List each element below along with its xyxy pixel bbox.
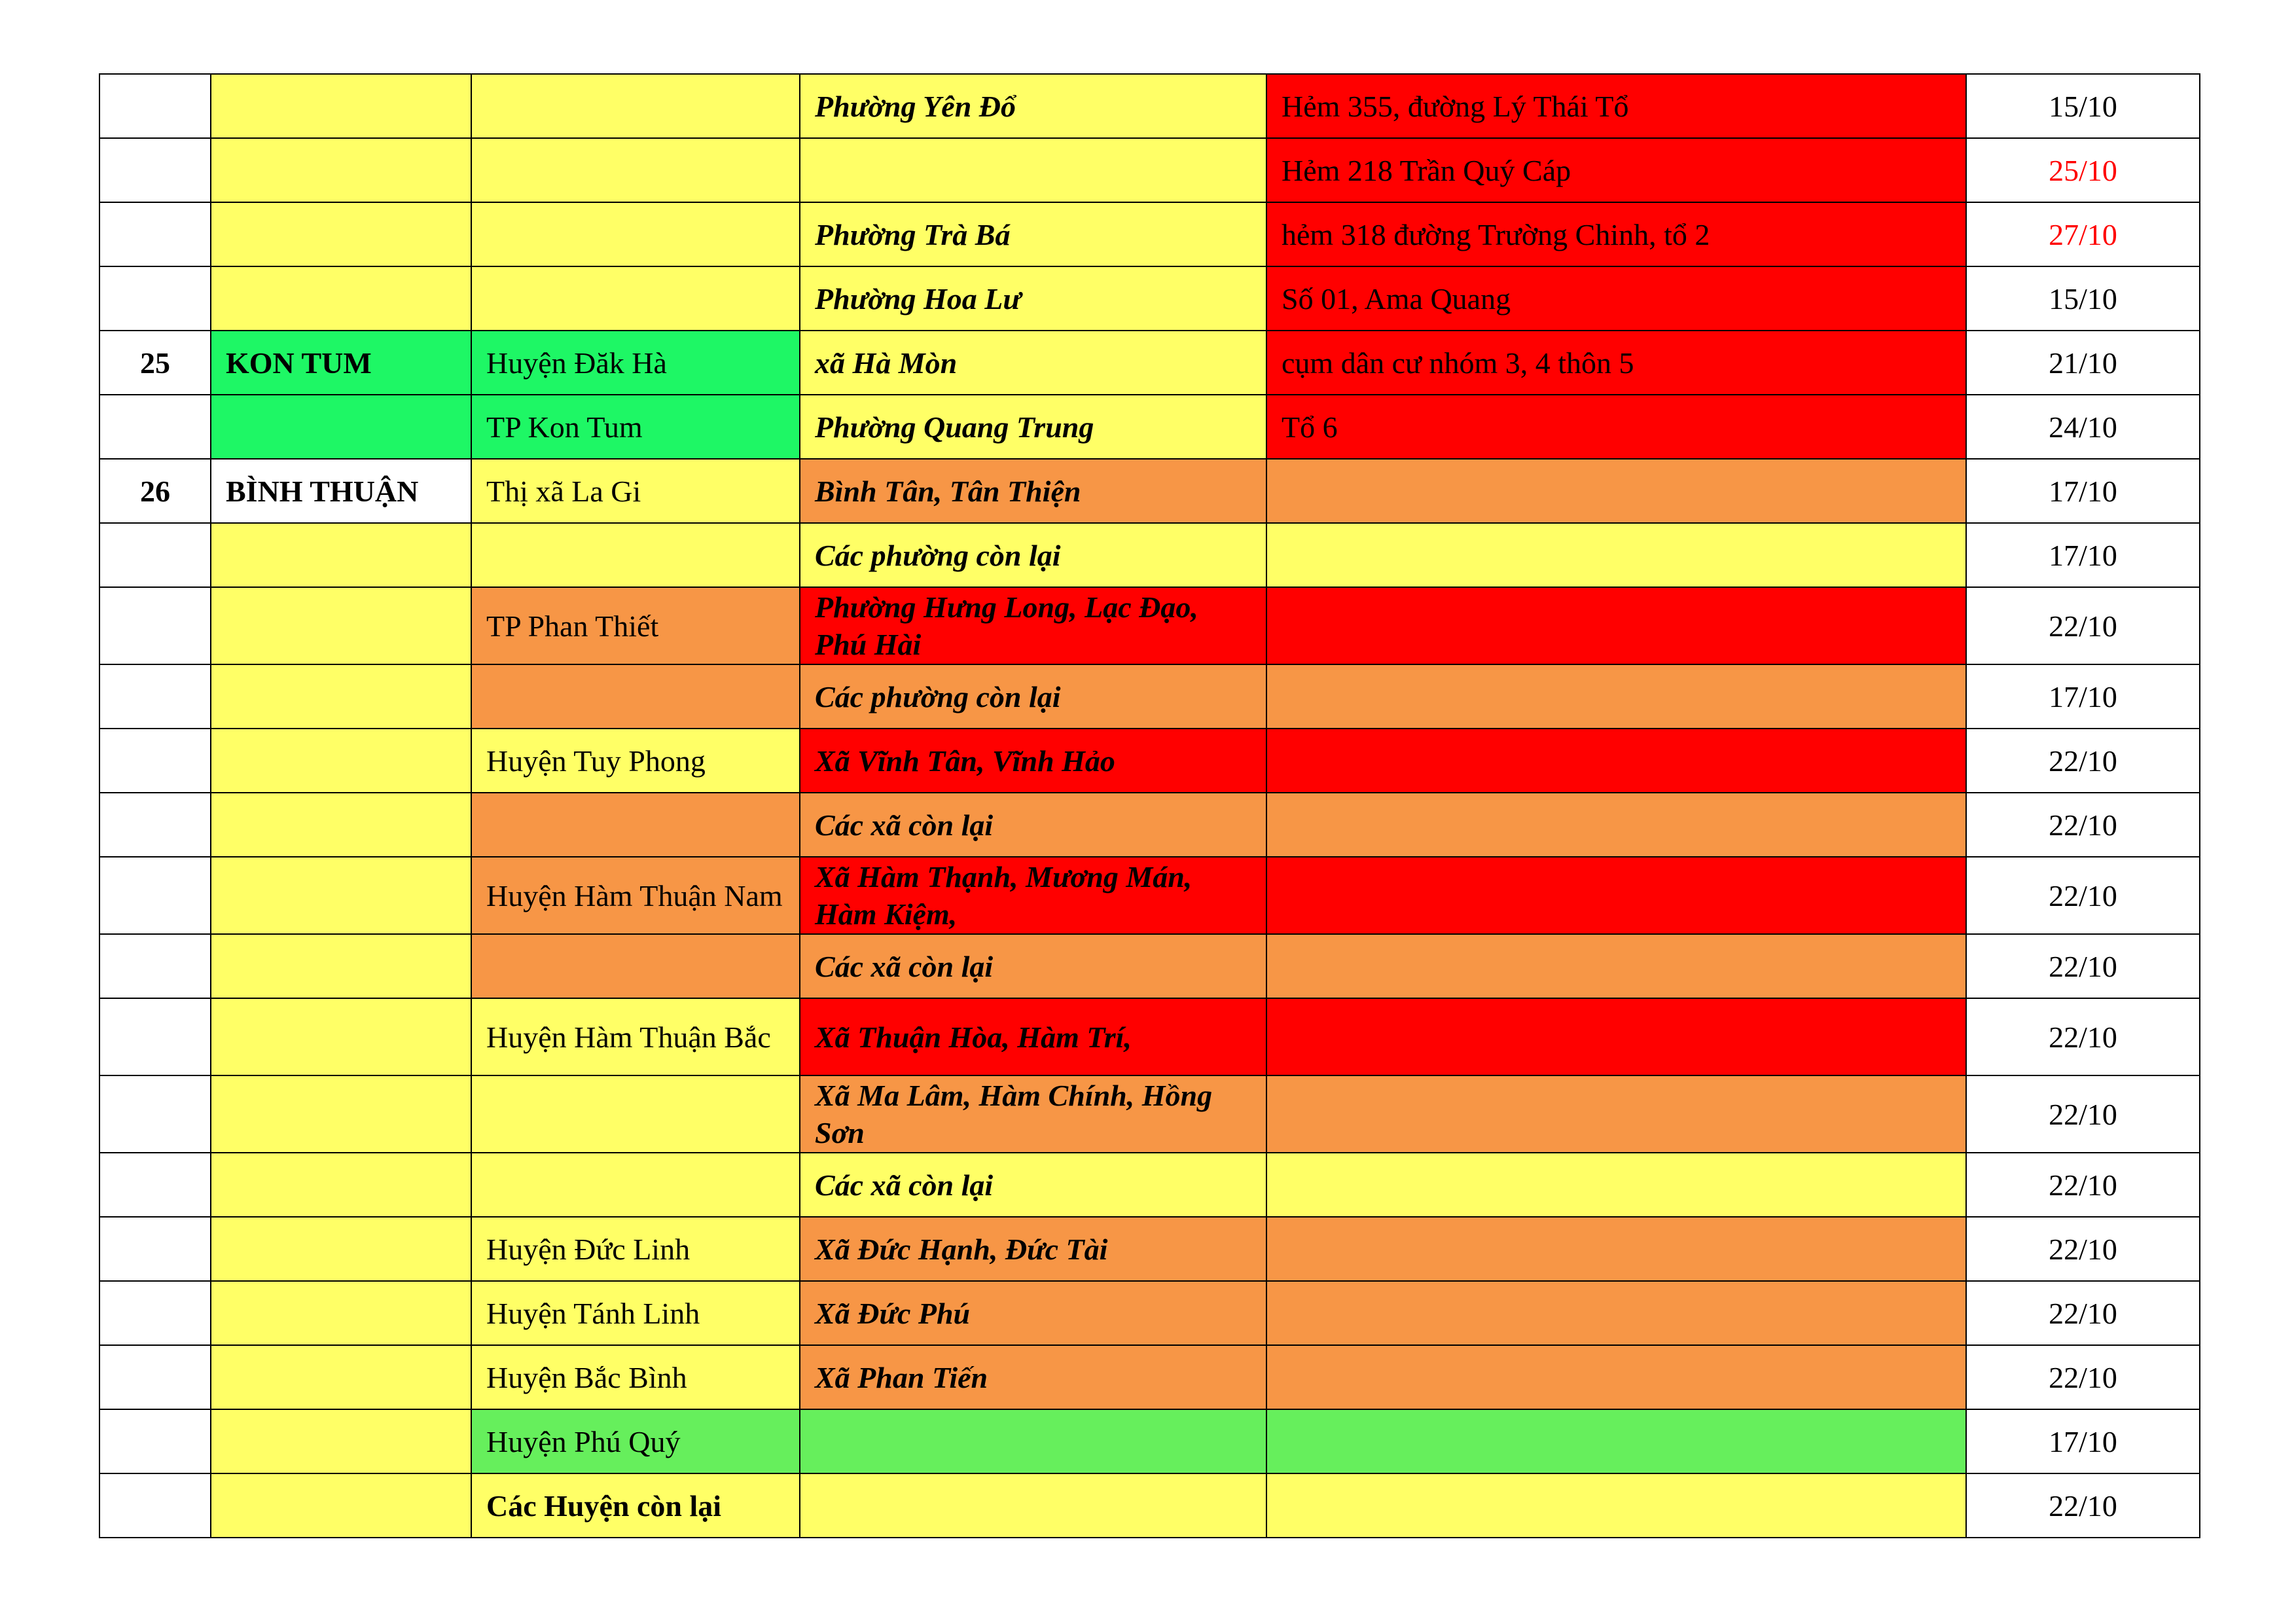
ward-cell: Xã Thuận Hòa, Hàm Trí, [800,998,1266,1075]
province-cell [211,1473,471,1538]
table-row [99,998,2200,1075]
table-row [99,1409,2200,1473]
table-row [99,587,2200,664]
province-cell [211,1345,471,1409]
location-cell: Hẻm 355, đường Lý Thái Tổ [1266,74,1966,138]
ward-cell [800,138,1266,202]
stt-cell [99,664,211,729]
province-cell [211,998,471,1075]
location-cell [1266,1153,1966,1217]
province-cell [211,1409,471,1473]
province-cell [211,587,471,664]
date-cell: 22/10 [1966,1281,2200,1345]
table-row [99,74,2200,138]
ward-cell: Xã Phan Tiến [800,1345,1266,1409]
location-cell [1266,1473,1966,1538]
table-row [99,202,2200,266]
stt-cell [99,523,211,587]
location-cell [1266,729,1966,793]
table-row [99,664,2200,729]
table-row [99,1473,2200,1538]
table-row [99,1345,2200,1409]
province-cell [211,523,471,587]
table-row [99,138,2200,202]
table-row [99,934,2200,998]
date-cell: 17/10 [1966,459,2200,523]
province-cell [211,74,471,138]
table-row [99,395,2200,459]
stt-cell: 26 [99,459,211,523]
district-cell [471,138,800,202]
ward-cell: Xã Hàm Thạnh, Mương Mán, Hàm Kiệm, [800,857,1266,934]
location-cell [1266,664,1966,729]
table-row [99,1217,2200,1281]
stt-cell [99,202,211,266]
ward-cell [800,1473,1266,1538]
ward-cell: xã Hà Mòn [800,331,1266,395]
location-cell [1266,1075,1966,1153]
district-cell: Huyện Đăk Hà [471,331,800,395]
location-cell [1266,857,1966,934]
date-cell: 22/10 [1966,793,2200,857]
province-cell [211,664,471,729]
date-cell: 21/10 [1966,331,2200,395]
province-cell [211,857,471,934]
district-cell: Huyện Tuy Phong [471,729,800,793]
district-cell: Huyện Tánh Linh [471,1281,800,1345]
date-cell: 17/10 [1966,1409,2200,1473]
location-cell: Hẻm 218 Trần Quý Cáp [1266,138,1966,202]
location-cell [1266,1217,1966,1281]
location-cell [1266,1345,1966,1409]
ward-cell: Phường Trà Bá [800,202,1266,266]
stt-cell [99,1409,211,1473]
ward-cell: Xã Vĩnh Tân, Vĩnh Hảo [800,729,1266,793]
date-cell: 22/10 [1966,1473,2200,1538]
district-cell: Huyện Hàm Thuận Bắc [471,998,800,1075]
district-cell [471,523,800,587]
stt-cell [99,857,211,934]
province-cell [211,1281,471,1345]
ward-cell: Phường Yên Đổ [800,74,1266,138]
stt-cell [99,1473,211,1538]
ward-cell: Bình Tân, Tân Thiện [800,459,1266,523]
date-cell: 22/10 [1966,934,2200,998]
district-cell: Huyện Bắc Bình [471,1345,800,1409]
table-row [99,266,2200,331]
date-cell: 24/10 [1966,395,2200,459]
date-cell: 17/10 [1966,523,2200,587]
ward-cell: Các xã còn lại [800,793,1266,857]
stt-cell [99,587,211,664]
ward-cell: Phường Hưng Long, Lạc Đạo, Phú Hài [800,587,1266,664]
location-cell [1266,587,1966,664]
district-cell [471,793,800,857]
table-row [99,459,2200,523]
district-cell [471,202,800,266]
province-cell [211,395,471,459]
district-cell: Huyện Phú Quý [471,1409,800,1473]
stt-cell [99,1345,211,1409]
location-cell: Tổ 6 [1266,395,1966,459]
date-cell: 22/10 [1966,998,2200,1075]
province-cell [211,202,471,266]
ward-cell: Các phường còn lại [800,664,1266,729]
date-cell: 22/10 [1966,729,2200,793]
date-cell: 15/10 [1966,74,2200,138]
province-cell [211,793,471,857]
ward-cell: Xã Đức Hạnh, Đức Tài [800,1217,1266,1281]
date-cell: 22/10 [1966,587,2200,664]
date-cell: 25/10 [1966,138,2200,202]
stt-cell [99,1217,211,1281]
location-cell [1266,934,1966,998]
date-cell: 22/10 [1966,1345,2200,1409]
location-cell: hẻm 318 đường Trường Chinh, tổ 2 [1266,202,1966,266]
date-cell: 22/10 [1966,1153,2200,1217]
district-cell: Huyện Hàm Thuận Nam [471,857,800,934]
stt-cell [99,74,211,138]
stt-cell [99,729,211,793]
location-cell [1266,793,1966,857]
table-row [99,523,2200,587]
district-cell: Các Huyện còn lại [471,1473,800,1538]
location-cell: cụm dân cư nhóm 3, 4 thôn 5 [1266,331,1966,395]
stt-cell [99,1281,211,1345]
ward-cell: Các phường còn lại [800,523,1266,587]
province-cell [211,138,471,202]
district-cell [471,74,800,138]
district-cell: Huyện Đức Linh [471,1217,800,1281]
date-cell: 22/10 [1966,857,2200,934]
district-cell: Thị xã La Gi [471,459,800,523]
location-cell [1266,1281,1966,1345]
province-cell [211,934,471,998]
province-cell [211,1217,471,1281]
table-row [99,1153,2200,1217]
stt-cell: 25 [99,331,211,395]
district-cell: TP Kon Tum [471,395,800,459]
province-cell [211,1075,471,1153]
district-cell [471,664,800,729]
stt-cell [99,395,211,459]
table-row [99,331,2200,395]
stt-cell [99,1153,211,1217]
province-cell: KON TUM [211,331,471,395]
ward-cell [800,1409,1266,1473]
district-cell [471,266,800,331]
date-cell: 17/10 [1966,664,2200,729]
location-cell [1266,459,1966,523]
location-cell [1266,523,1966,587]
table-row [99,1075,2200,1153]
ward-cell: Các xã còn lại [800,1153,1266,1217]
table-row [99,857,2200,934]
ward-cell: Phường Hoa Lư [800,266,1266,331]
ward-cell: Các xã còn lại [800,934,1266,998]
province-cell: BÌNH THUẬN [211,459,471,523]
stt-cell [99,138,211,202]
ward-cell: Xã Đức Phú [800,1281,1266,1345]
province-cell [211,266,471,331]
date-cell: 27/10 [1966,202,2200,266]
district-cell [471,1153,800,1217]
location-cell [1266,998,1966,1075]
district-cell [471,1075,800,1153]
district-cell: TP Phan Thiết [471,587,800,664]
stt-cell [99,266,211,331]
ward-cell: Xã Ma Lâm, Hàm Chính, Hồng Sơn [800,1075,1266,1153]
date-cell: 22/10 [1966,1075,2200,1153]
stt-cell [99,793,211,857]
district-cell [471,934,800,998]
stt-cell [99,1075,211,1153]
ward-cell: Phường Quang Trung [800,395,1266,459]
stt-cell [99,998,211,1075]
province-cell [211,1153,471,1217]
table-row [99,1281,2200,1345]
stt-cell [99,934,211,998]
table-row [99,793,2200,857]
date-cell: 15/10 [1966,266,2200,331]
date-cell: 22/10 [1966,1217,2200,1281]
covid-risk-level-table [99,73,2200,1538]
table-row [99,729,2200,793]
location-cell [1266,1409,1966,1473]
location-cell: Số 01, Ama Quang [1266,266,1966,331]
province-cell [211,729,471,793]
